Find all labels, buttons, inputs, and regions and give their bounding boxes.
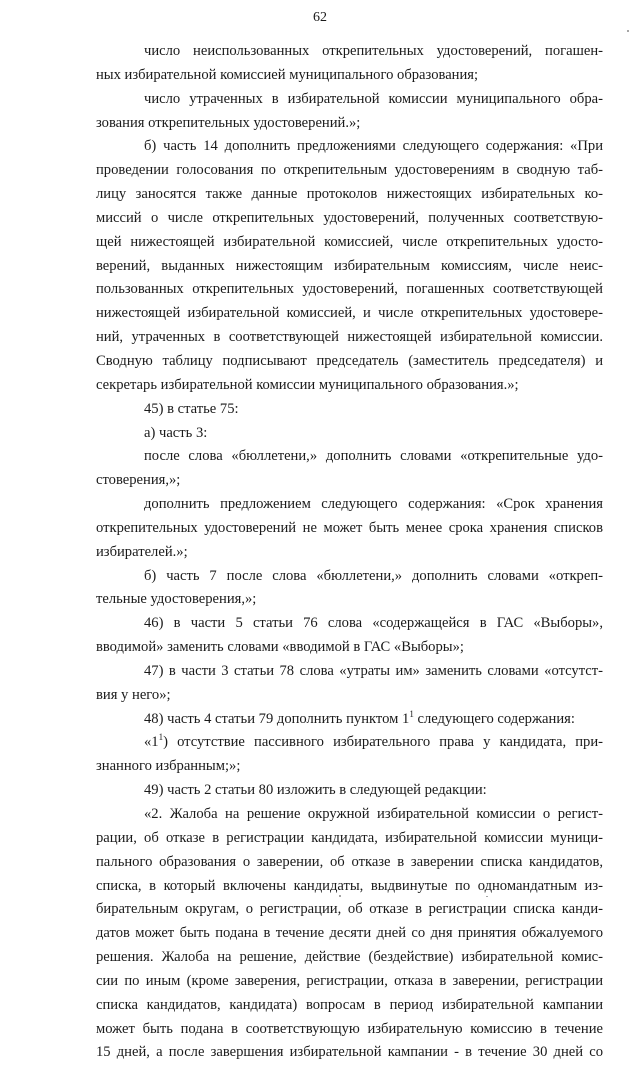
text-line: [96, 875, 603, 899]
text-line-content: датов может быть подана в течение десяти дней со дня принятия обжалуемого: [96, 925, 603, 942]
text-line: [96, 827, 603, 851]
superscript: 1: [158, 732, 164, 743]
text-line: [96, 112, 603, 136]
text-line-content: верений, выданных нижестоящим избирательным комиссиям, числе неис-: [96, 257, 603, 274]
text-line-content: 15 дней, а после завершения избирательной кампании - в течение 30 дней со: [96, 1044, 603, 1061]
text-line-content: бирательным округам, о регистрации, об отказе в регистрации списка канди-: [96, 901, 603, 918]
text-line-content: избирателей.»;: [96, 543, 188, 560]
text-line: [96, 374, 603, 398]
page-number: 62: [313, 10, 327, 25]
text-line: [96, 255, 603, 279]
text-line: [96, 398, 603, 422]
text-line-content: секретарь избирательной комиссии муниципального образования.»;: [96, 376, 519, 393]
text-line-content: ний, утраченных в соответствующей нижестоящей избирательной комиссии.: [96, 329, 603, 346]
scan-speck: [339, 895, 341, 897]
text-line-content: рации, об отказе в регистрации кандидата, избирательной комиссии муници-: [96, 829, 603, 846]
text-line-content: б) часть 14 дополнить предложениями следующего содержания: «При: [144, 138, 603, 155]
text-line: [96, 159, 603, 183]
document-body: [96, 40, 603, 1065]
text-line: [96, 660, 603, 684]
text-line: [96, 565, 603, 589]
superscript: 1: [409, 708, 414, 719]
text-line-content: щей нижестоящей избирательной комиссией, числе открепительных удосто-: [96, 233, 603, 250]
text-line-content: 49) часть 2 статьи 80 изложить в следующей редакции:: [144, 782, 487, 799]
text-line: [96, 40, 603, 64]
text-line: [96, 88, 603, 112]
text-line: [96, 708, 603, 732]
text-line-content: тельные удостоверения,»;: [96, 591, 257, 608]
text-line-content: решения. Жалоба на решение, действие (бездействие) избирательной комис-: [96, 949, 603, 966]
text-line-continuation: следующего содержания:: [413, 710, 575, 727]
text-line: [96, 803, 603, 827]
text-line-content: списка, в который включены кандидаты, выдвинутые по одномандатным из-: [96, 877, 603, 894]
text-line: [96, 1018, 603, 1042]
text-line: [96, 994, 603, 1018]
text-line: [96, 684, 603, 708]
text-line-content: дополнить предложением следующего содержания: «Срок хранения: [144, 496, 603, 513]
text-line-content: сии по иным (кроме заверения, регистрации, отказа в заверении, регистрации: [96, 972, 603, 989]
text-line: [96, 922, 603, 946]
text-line: [96, 207, 603, 231]
text-line-content: зования открепительных удостоверений.»;: [96, 114, 361, 131]
text-line-content: открепительных удостоверений не может быть менее срока хранения списков: [96, 519, 603, 536]
text-line: [96, 231, 603, 255]
text-line-continuation: ) отсутствие пассивного избирательного права у кандидата, при-: [163, 734, 603, 751]
text-line: [96, 493, 603, 517]
text-line-content: Сводную таблицу подписывают председатель (заместитель председателя) и: [96, 352, 603, 369]
text-line: [96, 636, 603, 660]
text-line: [96, 278, 603, 302]
text-line-content: вия у него»;: [96, 686, 171, 703]
text-line: [96, 970, 603, 994]
text-line: [96, 422, 603, 446]
scan-speck: [486, 896, 488, 897]
text-line: [96, 135, 603, 159]
text-line-content: б) часть 7 после слова «бюллетени,» дополнить словами «откреп-: [144, 567, 603, 584]
text-line: [96, 350, 603, 374]
text-line-content: знанного избранным;»;: [96, 758, 241, 775]
text-line-content: стоверения,»;: [96, 472, 181, 489]
text-line-content: число утраченных в избирательной комиссии муниципального обра-: [144, 90, 603, 107]
text-line-content: ных избирательной комиссией муниципального образования;: [96, 66, 479, 83]
text-line-content: 48) часть 4 статьи 79 дополнить пунктом 1: [144, 710, 410, 727]
text-line-content: 46) в части 5 статьи 76 слова «содержащейся в ГАС «Выборы»,: [144, 615, 603, 632]
text-line: [96, 612, 603, 636]
text-line: [96, 898, 603, 922]
text-line: [96, 541, 603, 565]
text-line-content: 45) в статье 75:: [144, 400, 239, 417]
text-line-content: лицу заносятся также данные протоколов нижестоящих избирательных ко-: [96, 186, 603, 203]
text-line-content: вводимой» заменить словами «вводимой в ГАС «Выборы»;: [96, 639, 464, 656]
text-line: [96, 326, 603, 350]
text-line-content: а) часть 3:: [144, 424, 208, 441]
text-line: [96, 64, 603, 88]
text-line: [96, 755, 603, 779]
text-line-content: миссий о числе открепительных удостоверений, полученных соответствую-: [96, 209, 603, 226]
text-line: [96, 731, 603, 755]
text-line: [96, 302, 603, 326]
text-line-content: пального образования о заверении, об отказе в заверении списка кандидатов,: [96, 853, 603, 870]
text-line: [96, 588, 603, 612]
text-line-content: нижестоящей избирательной комиссией, и числе открепительных удостовере-: [96, 305, 603, 322]
text-line: [96, 469, 603, 493]
text-line-content: проведении голосования по открепительным удостоверениям в сводную таб-: [96, 162, 603, 179]
text-line-content: после слова «бюллетени,» дополнить словами «открепительные удо-: [144, 448, 603, 465]
text-line: [96, 779, 603, 803]
text-line: [96, 1041, 603, 1065]
text-line-content: может быть подана в соответствующую избирательную комиссию в течение: [96, 1020, 603, 1037]
text-line-content: списка кандидатов, кандидата) вопросам в период избирательной кампании: [96, 996, 603, 1013]
text-line: [96, 851, 603, 875]
text-line-content: «2. Жалоба на решение окружной избирательной комиссии о регист-: [144, 806, 603, 822]
text-line: [96, 946, 603, 970]
text-line: [96, 183, 603, 207]
scan-speck: [627, 30, 629, 32]
text-line-content: 47) в части 3 статьи 78 слова «утраты им» заменить словами «отсутст-: [144, 662, 603, 679]
text-line-content: пользованных открепительных удостоверений, погашенных соответствующей: [96, 281, 603, 298]
text-line: [96, 517, 603, 541]
text-line: [96, 445, 603, 469]
text-line-content: число неиспользованных открепительных удостоверений, погашен-: [144, 43, 603, 59]
text-line-content: «1: [144, 734, 159, 751]
